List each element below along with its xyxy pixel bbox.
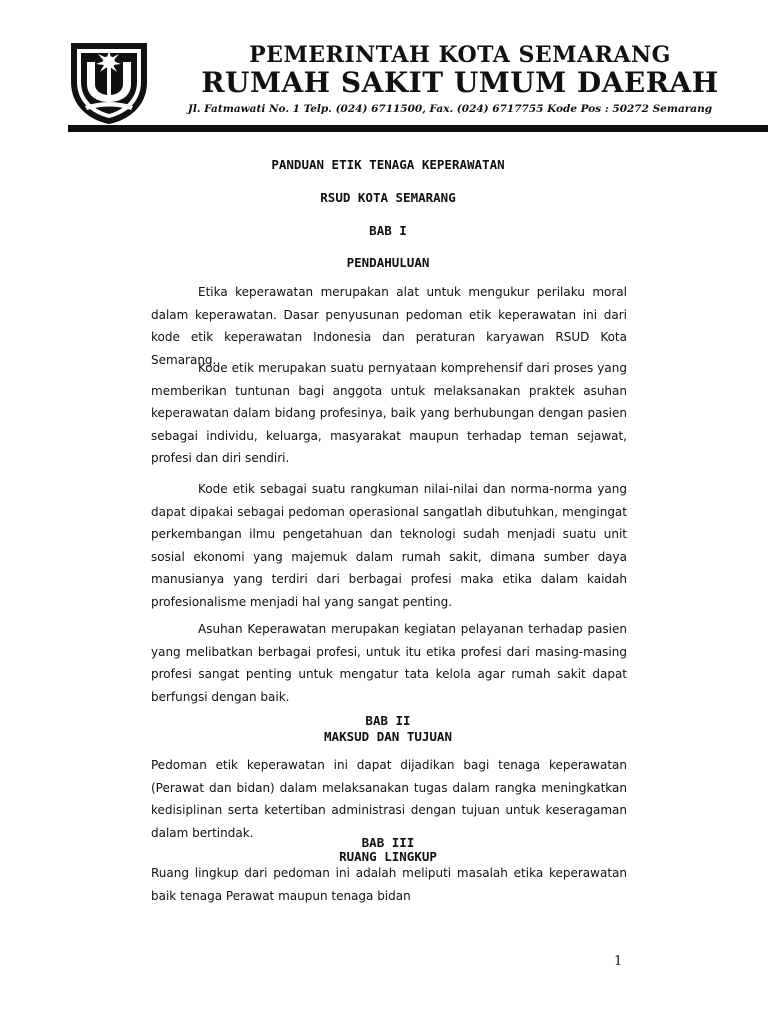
chapter-1-paragraph: Asuhan Keperawatan merupakan kegiatan pelayanan terhadap pasien yang melibatkan berbagai profesi, untuk itu etika profesi dari masing-masing profesi sangat penting untuk mengatur tata kelola agar rumah sakit dapat berfungsi dengan baik. [151,622,627,704]
letterhead [0,0,768,140]
government-name: PEMERINTAH KOTA SEMARANG [249,42,671,68]
chapter-2-paragraph: Pedoman etik keperawatan ini dapat dijadikan bagi tenaga keperawatan (Perawat dan bidan) dalam melaksanakan tugas dalam rangka meningkatkan kedisiplinan serta ketertiban administrasi dengan tujuan untuk keseragaman dalam bertindak. [151,758,627,840]
city-crest-icon [67,40,151,126]
chapter-3-paragraph: Ruang lingkup dari pedoman ini adalah meliputi masalah etika keperawatan baik tenaga Perawat maupun tenaga bidan [151,866,627,903]
chapter-2-number: BAB II [365,713,411,728]
document-subtitle: RSUD KOTA SEMARANG [320,190,456,205]
document-title: PANDUAN ETIK TENAGA KEPERAWATAN [271,157,505,172]
chapter-3-number: BAB III [361,835,415,850]
chapter-3-heading: RUANG LINGKUP [339,849,437,864]
chapter-1-heading: PENDAHULUAN [346,255,430,270]
chapter-1-paragraph: Kode etik merupakan suatu pernyataan komprehensif dari proses yang memberikan tuntunan bagi anggota untuk melaksanakan praktek asuhan keperawatan dalam bidang profesinya, baik yang berhubungan dengan pasien sebagai individu, keluarga, masyarakat maupun terhadap teman sejawat, profesi dan diri sendiri. [151,361,627,465]
letterhead-divider [68,125,768,132]
hospital-name: RUMAH SAKIT UMUM DAERAH [201,66,719,99]
chapter-2-heading: MAKSUD DAN TUJUAN [324,729,452,744]
chapter-1-paragraph: Kode etik sebagai suatu rangkuman nilai-nilai dan norma-norma yang dapat dipakai sebagai pedoman operasional sangatlah dibutuhkan, mengingat perkembangan ilmu pengetahuan dan teknologi sudah menjadi suatu unit sosial ekonomi yang majemuk dalam rumah sakit, dimana sumber daya manusianya yang terdiri dari berbagai profesi maka etika dalam kaidah profesionalisme menjadi hal yang sangat penting. [151,482,627,609]
hospital-address: Jl. Fatmawati No. 1 Telp. (024) 6711500, Fax. (024) 6717755 Kode Pos : 50272 Semarang [187,103,713,115]
page-number: 1 [614,954,623,969]
chapter-1-paragraph: Etika keperawatan merupakan alat untuk mengukur perilaku moral dalam keperawatan. Dasar penyusunan pedoman etik keperawatan ini dari kode etik keperawatan Indonesia dan peraturan karyawan RSUD Kota Semarang. [151,285,627,367]
chapter-1-number: BAB I [369,223,407,238]
